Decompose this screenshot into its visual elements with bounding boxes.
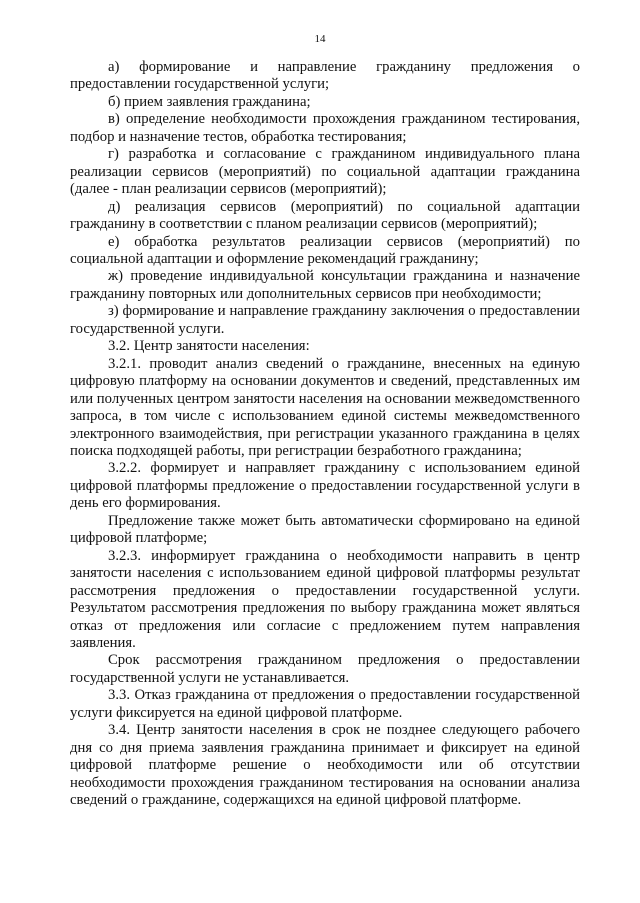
paragraph-3-2-1: 3.2.1. проводит анализ сведений о гражданине, внесенных на единую цифровую платформу на основании документов и сведений, представленных им или полученных центром занятости населения на основании межведомственного запроса, в том числе с использованием единой системы межведомственного электронного взаимодействия, при регистрации указанного гражданина в целях поиска подходящей работы, при регистрации безработного гражданина; [70, 355, 580, 459]
document-body [70, 59, 580, 809]
paragraph-item-a: а) формирование и направление гражданину предложения о предоставлении государственной услуги; [70, 59, 580, 93]
paragraph-item-v: в) определение необходимости прохождения гражданином тестирования, подбор и назначение тестов, обработка тестирования; [70, 111, 580, 145]
paragraph-3-2-2: 3.2.2. формирует и направляет гражданину с использованием единой цифровой платформы предложение о предоставлении государственной услуги в день его формирования. [70, 460, 580, 512]
paragraph-item-d: д) реализация сервисов (мероприятий) по социальной адаптации гражданину в соответствии с планом реализации сервисов (мероприятий); [70, 198, 580, 233]
paragraph-item-z: з) формирование и направление гражданину заключения о предоставлении государственной услуги. [70, 303, 580, 337]
paragraph-item-e: е) обработка результатов реализации сервисов (мероприятий) по социальной адаптации и оформление рекомендаций гражданину; [70, 233, 580, 267]
paragraph-review-term: Срок рассмотрения гражданином предложения о предоставлении государственной услуги не устанавливается. [70, 652, 580, 686]
section-heading-3-2: 3.2. Центр занятости населения: [108, 338, 310, 355]
paragraph-3-3: 3.3. Отказ гражданина от предложения о предоставлении государственной услуги фиксируется на единой цифровой платформе. [70, 687, 580, 721]
page-number: 14 [314, 33, 326, 45]
paragraph-item-b: б) прием заявления гражданина; [108, 93, 311, 110]
paragraph-item-g: г) разработка и согласование с гражданином индивидуального плана реализации сервисов (мероприятий) по социальной адаптации гражданина (далее - план реализации сервисов (мероприятий); [70, 146, 580, 198]
paragraph-item-zh: ж) проведение индивидуальной консультации гражданина и назначение гражданину повторных или дополнительных сервисов при необходимости; [70, 268, 580, 302]
paragraph-proposal-auto: Предложение также может быть автоматически сформировано на единой цифровой платформе; [70, 512, 580, 547]
paragraph-3-2-3: 3.2.3. информирует гражданина о необходимости направить в центр занятости населения с использованием единой цифровой платформы результат рассмотрения предложения о предоставлении государственной услуги. Результатом рассмотрения предложения по выбору гражданина может являться отказ от предложения или согласие с предложением путем направления заявления. [70, 547, 580, 651]
paragraph-3-4: 3.4. Центр занятости населения в срок не позднее следующего рабочего дня со дня приема заявления гражданина принимает и фиксирует на единой цифровой платформе решение о необходимости или об отсутствии необходимости прохождения гражданином тестирования на основании анализа сведений о гражданине, содержащихся на единой цифровой платформе. [70, 722, 580, 809]
